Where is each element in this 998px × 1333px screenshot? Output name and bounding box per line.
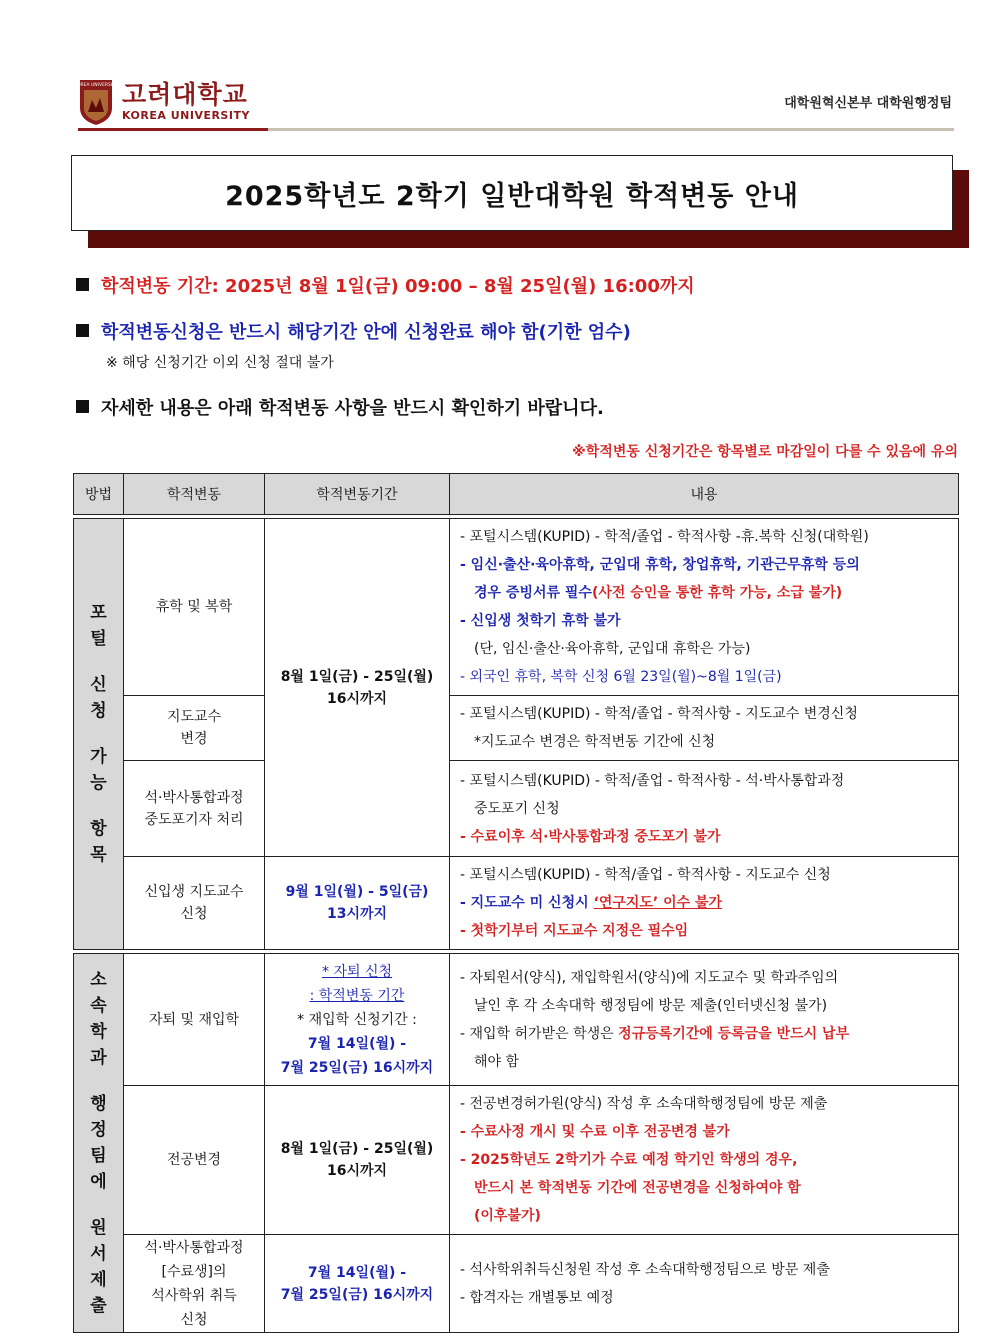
table-row: [74, 1235, 959, 1333]
content-withdraw: - 자퇴원서(양식), 재입학원서(양식)에 지도교수 및 학과주임의 날인 후 각 소속대학 행정팀에 방문 제출(인터넷신청 불가) - 재입학 허가받은 학생은 정규등록기간에 등록금을 반드시 납부 해야 함: [450, 954, 959, 1086]
item-advisor: 지도교수 변경: [124, 696, 265, 761]
notice-check-text: 자세한 내용은 아래 학적변동 사항을 반드시 확인하기 바랍니다.: [101, 398, 604, 419]
content-leave: - 포털시스템(KUPID) - 학적/졸업 - 학적사항 -휴.복학 신청(대학원) - 임신·출산·육아휴학, 군입대 휴학, 창업휴학, 기관근무휴학 등의 경우 증빙서류 필수(사전 승인을 통한 휴학 가능, 소급 불가) - 신입생 첫학기 휴학 불가 (단, 임신·출산·육아휴학, 군입대 휴학은 가능) - 외국인 휴학, 복학 신청 6월 23일(월)~8월 1일(금): [450, 519, 959, 696]
item-leave: 휴학 및 복학: [124, 519, 265, 696]
method-office: 소 속 학 과 행 정 팀 에 원 서 제 출: [74, 954, 124, 1333]
table-row: [74, 1086, 959, 1235]
notice-deadline: [76, 318, 631, 344]
logo-korean: 고려대학교: [122, 80, 248, 109]
page-title: 2025학년도 2학기 일반대학원 학적변동 안내: [225, 180, 799, 212]
title-box: [71, 155, 953, 231]
item-integrated: 석·박사통합과정 중도포기자 처리: [124, 761, 265, 857]
university-logo: [74, 76, 250, 128]
header-period: 학적변동기간: [265, 474, 450, 515]
period-degree: 7월 14일(월) - 7월 25일(금) 16시까지: [265, 1235, 450, 1333]
content-advisor: - 포털시스템(KUPID) - 학적/졸업 - 학적사항 - 지도교수 변경신청 *지도교수 변경은 학적변동 기간에 신청: [450, 696, 959, 761]
content-degree: - 석사학위취득신청원 작성 후 소속대학행정팀으로 방문 제출 - 합격자는 개별통보 예정: [450, 1235, 959, 1333]
table-row: [74, 761, 959, 857]
period-major: 8월 1일(금) - 25일(월) 16시까지: [265, 1086, 450, 1235]
table-row: [74, 696, 959, 761]
header-divider-accent: [78, 128, 268, 131]
notice-deadline-sub: ※ 해당 신청기간 이외 신청 절대 불가: [106, 355, 334, 371]
content-integrated: - 포털시스템(KUPID) - 학적/졸업 - 학적사항 - 석·박사통합과정 중도포기 신청 - 수료이후 석·박사통합과정 중도포기 불가: [450, 761, 959, 857]
university-seal-icon: [74, 78, 118, 126]
table-header-row: [74, 474, 959, 515]
content-major: - 전공변경허가원(양식) 작성 후 소속대학행정팀에 방문 제출 - 수료사정 개시 및 수료 이후 전공변경 불가 - 2025학년도 2학기가 수료 예정 학기인 학생의 경우, 반드시 본 학적변동 기간에 전공변경을 신청하여야 함 (이후불가): [450, 1086, 959, 1235]
header-item: 학적변동: [124, 474, 265, 515]
period-new-advisor: 9월 1일(월) - 5일(금) 13시까지: [265, 857, 450, 950]
period-shared: 8월 1일(금) - 25일(월) 16시까지: [265, 519, 450, 857]
status-change-table: [73, 473, 959, 1333]
item-new-advisor: 신입생 지도교수 신청: [124, 857, 265, 950]
deadline-warning: ※학적변동 신청기간은 항목별로 마감일이 다를 수 있음에 유의: [572, 444, 958, 460]
header-content: 내용: [450, 474, 959, 515]
notice-period: [76, 272, 695, 298]
logo-english: KOREA UNIVERSITY: [122, 109, 250, 122]
square-bullet-icon: [76, 324, 89, 337]
square-bullet-icon: [76, 400, 89, 413]
seal-text: KOREA UNIVERSITY: [74, 83, 118, 88]
item-major: 전공변경: [124, 1086, 265, 1235]
method-portal: 포 털 신 청 가 능 항 목: [74, 519, 124, 950]
period-withdraw: * 자퇴 신청 : 학적변동 기간 * 재입학 신청기간 : 7월 14일(월) - 7월 25일(금) 16시까지: [265, 954, 450, 1086]
table-row: [74, 519, 959, 696]
department-label: 대학원혁신본부 대학원행정팀: [784, 96, 952, 111]
notice-check: [76, 394, 604, 420]
square-bullet-icon: [76, 278, 89, 291]
item-degree: 석·박사통합과정 [수료생]의 석사학위 취득 신청: [124, 1235, 265, 1333]
table-row: [74, 857, 959, 950]
item-withdraw: 자퇴 및 재입학: [124, 954, 265, 1086]
notice-deadline-text: 학적변동신청은 반드시 해당기간 안에 신청완료 해야 함(기한 엄수): [101, 322, 631, 343]
content-new-advisor: - 포털시스템(KUPID) - 학적/졸업 - 학적사항 - 지도교수 신청 - 지도교수 미 신청시 ‘연구지도’ 이수 불가 - 첫학기부터 지도교수 지정은 필수임: [450, 857, 959, 950]
table-row: [74, 954, 959, 1086]
header-method: 방법: [74, 474, 124, 515]
notice-period-text: 학적변동 기간: 2025년 8월 1일(금) 09:00 – 8월 25일(월) 16:00까지: [101, 276, 695, 297]
